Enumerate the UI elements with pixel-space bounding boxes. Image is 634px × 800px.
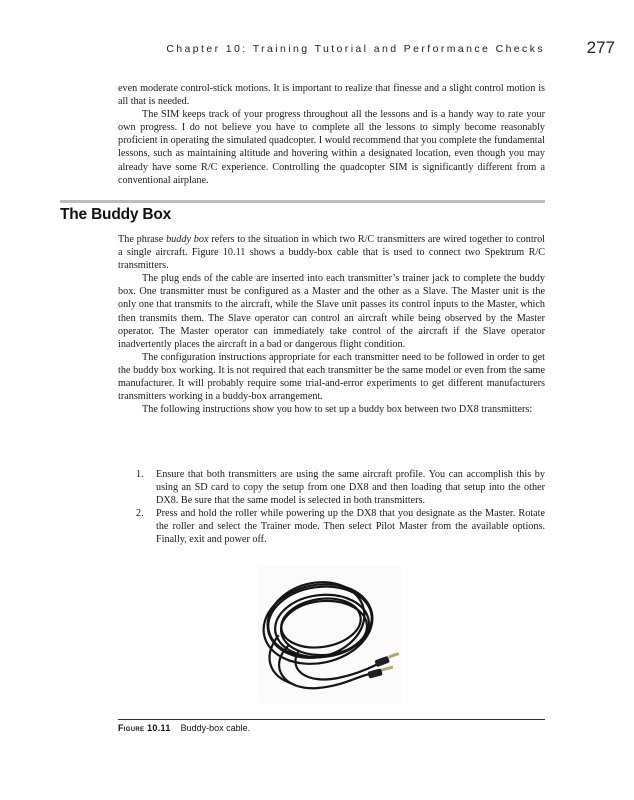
list-item	[118, 507, 545, 546]
step-number: 1.	[136, 469, 144, 480]
section-paragraph-4: The following instructions show you how to set up a buddy box between two DX8 transmitters:	[142, 404, 533, 416]
figure-caption	[118, 723, 250, 733]
section-heading: The Buddy Box	[60, 206, 172, 223]
step-number: 2.	[136, 508, 144, 520]
running-header	[100, 40, 615, 62]
step-text: Press and hold the roller while powering up the DX8 that you designate as the Master. Rotate the roller and select the Trainer mode. Then select Pilot Master from the available options. Finally, exit and power off.	[156, 508, 545, 546]
section-divider	[60, 200, 545, 203]
section-text	[118, 233, 545, 416]
cable-illustration	[258, 566, 401, 703]
paragraph-1-rest: refers to the situation in which two R/C transmitters are wired together to control a single aircraft. Figure 10.11 shows a buddy-box cable that is used to connect two Spektrum R/C transmitters.	[118, 234, 545, 272]
chapter-title: Chapter 10: Training Tutorial and Performance Checks	[166, 43, 545, 55]
plug-2	[374, 652, 399, 667]
buddy-box-cable-photo	[258, 566, 401, 703]
paragraph-1-lead: The phrase	[118, 234, 167, 245]
buddy-box-term: buddy box	[166, 234, 209, 245]
intro-paragraph-2: The SIM keeps track of your progress throughout all the lessons and is a handy way to rate your own progress. I do not believe you have to complete all the lessons to simply become reasonably proficient in operating the simulated quadcopter. I would recommend that you complete the fundamental lessons, such as maintaining altitude and hovering within a designated location, even though you may already have some R/C experience. Controlling the quadcopter SIM is significantly different from a conventional airplane.	[118, 109, 545, 186]
caption-text: Buddy-box cable.	[180, 723, 251, 733]
step-text: Ensure that both transmitters are using the same aircraft profile. You can accomplish this by using an SD card to copy the setup from one DX8 and then loading that setup into the other DX8. Be sure that the same model is selected in both transmitters.	[156, 469, 545, 507]
setup-steps-list	[118, 468, 545, 547]
list-item	[118, 468, 545, 507]
section-paragraph-1	[118, 233, 545, 272]
page-number: 277	[586, 38, 615, 57]
intro-text	[118, 82, 545, 187]
figure-label: Figure 10.11	[118, 723, 171, 733]
caption-rule	[118, 719, 545, 720]
section-paragraph-3: The configuration instructions appropriate for each transmitter need to be followed in order to get the buddy box working. It is not required that each transmitter be the same model or even from the same manufacturer. It will probably require some trial-and-error experiments to get different manufacturers transmitters working in a buddy-box arrangement.	[118, 351, 545, 403]
section-paragraph-2: The plug ends of the cable are inserted into each transmitter’s trainer jack to complete the buddy box. One transmitter must be configured as a Master and the other as a Slave. The Master unit is the only one that transmits to the aircraft, while the Slave unit passes its control inputs to the Master, which then transmits them. The Slave operator can control an aircraft while being observed by the Master operator. The Master operator can immediately take control of the aircraft if the Slave operator inadvertently places the aircraft in a bad or dangerous flight condition.	[118, 273, 545, 350]
intro-paragraph-1: even moderate control-stick motions. It is important to realize that finesse and a slight control motion is all that is needed.	[118, 83, 545, 108]
